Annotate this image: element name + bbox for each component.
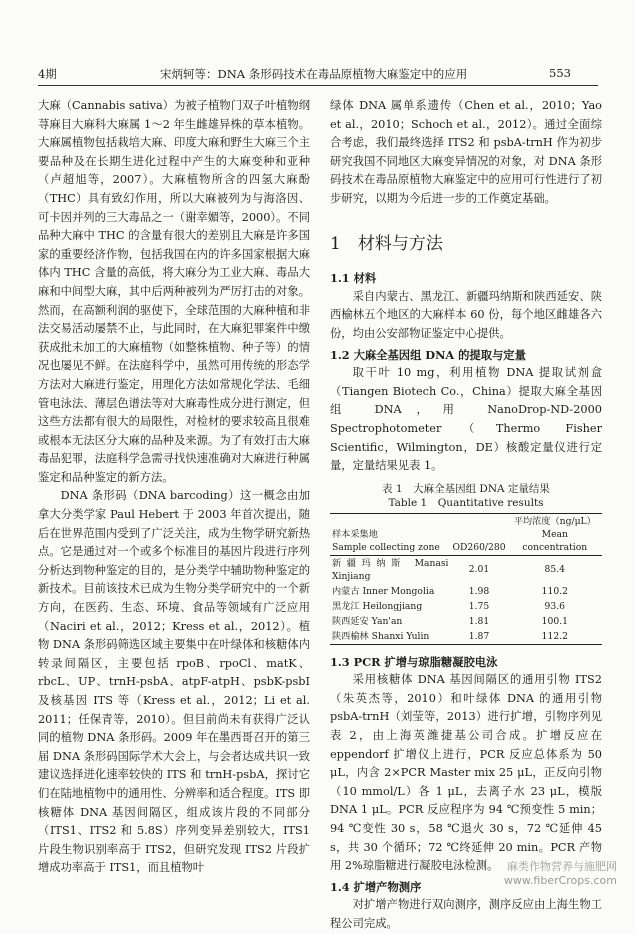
running-title: 宋炳轲等：DNA 条形码技术在毒品原植物大麻鉴定中的应用 (160, 67, 468, 81)
subsection-heading: 1.2 大麻全基因组 DNA 的提取与定量 (330, 347, 526, 362)
table-row: 内蒙古 Inner Mongolia 1.98 110.2 (332, 585, 568, 597)
subsection-heading: 1.1 材料 (330, 271, 377, 286)
table-caption (330, 482, 602, 510)
table-row: 新疆玛纳斯 Manasi Xinjiang 2.01 85.4 (332, 557, 566, 582)
header-rule (38, 85, 598, 86)
table-row: 陕西榆林 Shanxi Yulin 1.87 112.2 (330, 629, 602, 645)
page-number: 553 (549, 66, 571, 80)
table-header-zone: 样本采集地 Sample collecting zone (332, 528, 440, 553)
paragraph: 采用核糖体 DNA 基因间隔区的通用引物 ITS2（朱英杰等，2010）和叶绿体 DNA 的通用引物 psbA-trnH（刘莹等，2013）进行扩增，引物序列见表 2，由上海英潍捷基公司合成。扩增反应在 eppendorf 扩增仪上进行，PCR 反应总体系为 50 μL，内含 2×PCR Master mix 25 μL，正反向引物（10 mmol/L）各 1 μL，去离子水 23 μL，模版 DNA 1 μL。PCR 反应程序为 94 ℃预变性 5 min；94 ℃变性 30 s，58 ℃退火 30 s，72 ℃延伸 45 s，共 30 个循环；72 ℃终延伸 20 min。PCR 产物用 2%琼脂糖进行凝胶电泳检测。 (330, 673, 602, 873)
paragraph: 采自内蒙古、黑龙江、新疆玛纳斯和陕西延安、陕西榆林五个地区的大麻样本 60 份，每个地区雌雄各六份，均由公安部物证鉴定中心提供。 (330, 289, 602, 340)
table-header-ratio: OD260/280 (452, 541, 506, 553)
paragraph: 大麻（Cannabis sativa）为被子植物门双子叶植物纲荨麻目大麻科大麻属 1～2 年生雌雄异株的草本植物。大麻属植物包括栽培大麻、印度大麻和野生大麻三个主要品种及在长期生进化过程中产生的大麻变种和亚种（卢超旭等，2007）。大麻植物所含的四氢大麻酚（THC）具有致幻作用，所以大麻被列为与海洛因、可卡因并列的三大毒品之一（谢幸媚等，2000）。不同品种大麻中 THC 的含量有很大的差别且大麻是许多国家的重要经济作物，包括我国在内的许多国家根据大麻体内 THC 含量的高低，将大麻分为工业大麻、毒品大麻和中间型大麻，其中后两种被列为严厉打击的对象。然而，在高额利润的驱使下，全球范围的大麻种植和非法交易活动屡禁不止，与此同时，在大麻犯罪案件中缴获成批未加工的大麻植物（如整株植物、种子等）的情况也屡见不鲜。在法庭科学中，虽然可用传统的形态学方法对大麻进行鉴定，用理化方法如常规化学法、毛细管电泳法、薄层色谱法等对大麻毒性成分进行测定，但这些方法都有很大的局限性，对检材的要求较高且很难或根本无法区分大麻的品种及来源。为了有效打击大麻毒品犯罪，法庭科学急需寻找快速准确对大麻进行种属鉴定和品种鉴定的新方法。 (38, 99, 310, 484)
page-header (0, 66, 635, 82)
subsection-heading: 1.4 扩增产物测序 (330, 879, 422, 894)
left-column (38, 97, 310, 878)
paragraph: 对扩增产物进行双向测序，测序反应由上海生物工程公司完成。 (330, 898, 602, 930)
paragraph: DNA 条形码（DNA barcoding）这一概念由加拿大分类学家 Paul Hebert 于 2003 年首次提出，随后在世界范围内受到了广泛关注，成为生物学研究新热点。它是通过对一个或多个标准目的基因片段进行序列分析达到物种鉴定的目的，是分类学中辅助物种鉴定的新技术。目前该技术已成为生物分类学研究中的一个新方向，在医药、生态、环境、食品等领域有广泛应用（Naciri et al.，2012；Kress et al.，2012）。植物 DNA 条形码筛选区域主要集中在叶绿体和核糖体内转录间隔区，主要包括 rpoB、rpoCl、matK、rbcL、UP、trnH-psbA、atpF-atpH、psbK-psbI 及核基因 ITS 等（Kress et al.，2012；Li et al. 2011；任保青等，2010）。但目前尚未有获得广泛认同的植物 DNA 条形码。2009 年在墨西哥召开的第三届 DNA 条形码国际学术大会上，与会者达成共识一致建议选择进化速率较快的 ITS 和 trnH-psbA，探讨它们在陆地植物中的通用性、分辨率和适合程度。ITS 即核糖体 DNA 基因间隔区，组成该片段的不同部分（ITS1、ITS2 和 5.8S）序列变异差别较大，ITS1 片段生物识别率高于 ITS2，但研究发现 ITS2 片段扩增成功率高于 ITS1，而且植物叶 (38, 489, 310, 875)
section-heading: 1 材料与方法 (330, 233, 443, 254)
table-header-mean: 平均浓度（ng/μL） Mean concentration (513, 515, 596, 553)
table-caption-en: Table 1 Quantitative results (388, 496, 544, 509)
table-row: 陕西延安 Yan'an 1.81 100.1 (332, 615, 568, 627)
paragraph: 取干叶 10 mg，利用植物 DNA 提取试剂盒（Tiangen Biotech Co.，China）提取大麻全基因组 DNA，用 NanoDrop-ND-2000 Spectrophotometer（Thermo Fisher Scientific，Wilmington，DE）核酸定量仪进行定量，定量结果见表 1。 (330, 366, 602, 473)
dna-quantification-table (330, 513, 602, 645)
paragraph: 绿体 DNA 属单系遗传（Chen et al.，2010；Yao et al.，2010；Schoch et al.，2012）。通过全面综合考虑，我们最终选择 ITS2 和 psbA-trnH 作为初步研究我国不同地区大麻变异情况的对象，对 DNA 条形码技术在毒品原植物大麻鉴定中的应用可行性进行了初步研究，以期为今后进一步的工作奠定基础。 (330, 99, 602, 205)
subsection-heading: 1.3 PCR 扩增与琼脂糖凝胶电泳 (330, 654, 498, 669)
issue-number: 4期 (38, 67, 57, 81)
table-caption-cn: 表 1 大麻全基因组 DNA 定量结果 (382, 482, 550, 495)
table-row: 黑龙江 Heilongjiang 1.75 93.6 (332, 600, 566, 612)
watermark: 麻类作物营养与施肥网 www.fiberCrops.com (503, 860, 617, 887)
right-column (330, 97, 602, 934)
